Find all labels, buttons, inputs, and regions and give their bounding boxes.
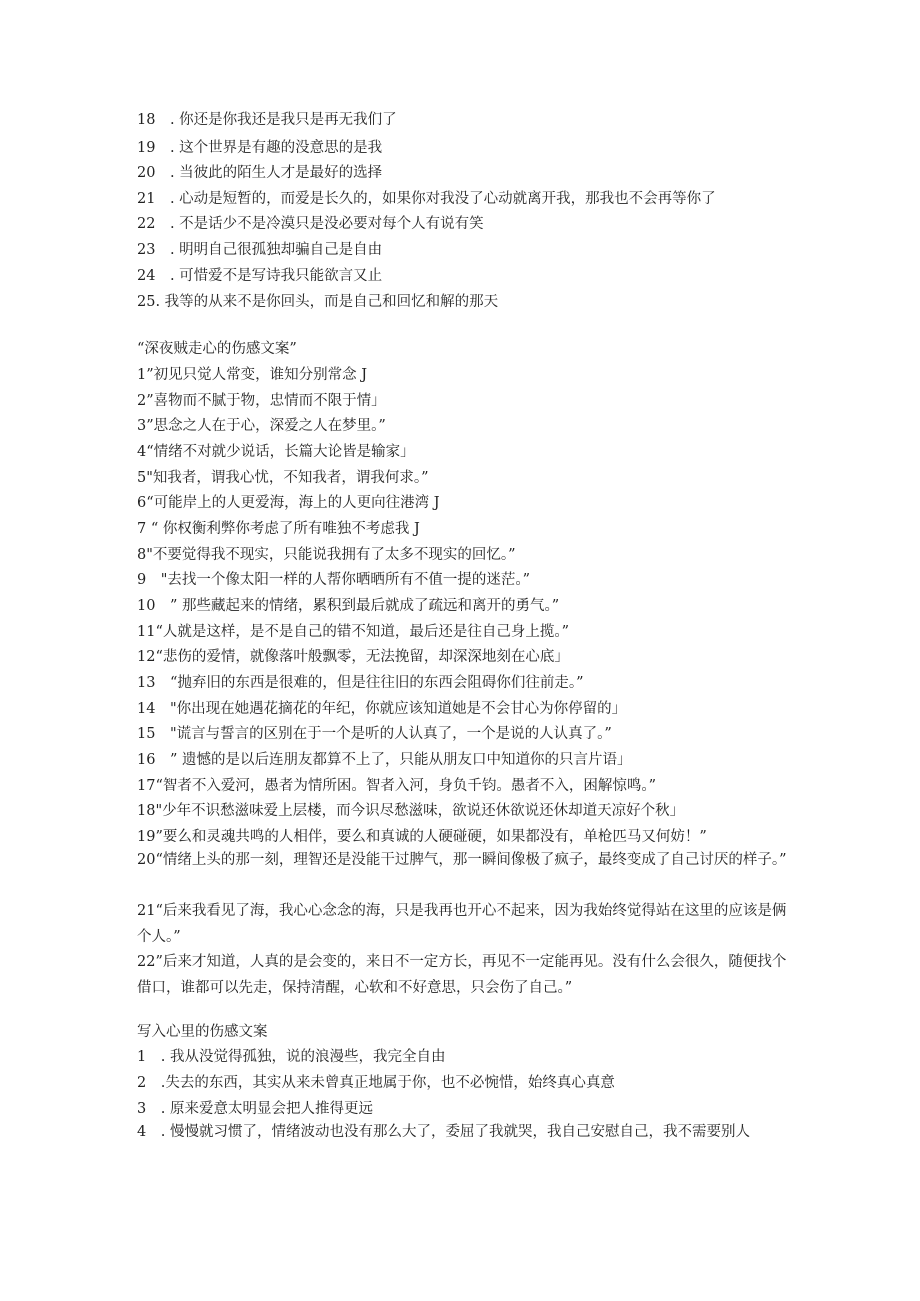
list-item: 8"不要觉得我不现实，只能说我拥有了太多不现实的回忆。” xyxy=(137,547,516,563)
list-item: 10 ” 那些藏起来的情绪，累积到最后就成了疏远和离开的勇气。” xyxy=(137,598,560,614)
list-item: 3 . 原来爱意太明显会把人推得更远 xyxy=(137,1101,373,1117)
list-item: 20“情绪上头的那一刻，理智还是没能干过脾气，那一瞬间像极了疯子，最终变成了自己讨厌的样子。” xyxy=(137,852,787,868)
list-item: 14 "你出现在她遇花摘花的年纪，你就应该知道她是不会甘心为你停留的」 xyxy=(137,701,627,717)
list-item: 2”喜物而不腻于物，忠情而不限于情」 xyxy=(137,393,386,409)
list-item: 19 . 这个世界是有趣的没意思的是我 xyxy=(137,140,383,156)
list-item: 24 . 可惜爱不是写诗我只能欲言又止 xyxy=(137,268,383,284)
list-item: 20 . 当彼此的陌生人才是最好的选择 xyxy=(137,165,383,181)
list-item: 21 . 心动是短暂的，而爱是长久的，如果你对我没了心动就离开我，那我也不会再等你了 xyxy=(137,191,716,207)
list-item: 4“情绪不对就少说话，长篇大论皆是输家」 xyxy=(137,444,415,460)
list-item: 25. 我等的从来不是你回头，而是自己和回忆和解的那天 xyxy=(137,294,499,310)
list-item: 9 "去找一个像太阳一样的人帮你晒晒所有不值一提的迷茫。” xyxy=(137,572,531,588)
list-item: 5"知我者，谓我心忧，不知我者，谓我何求。” xyxy=(137,470,429,486)
list-item: 22”后来才知道，人真的是会变的，来日不一定方长，再见不一定能再见。没有什么会很久，随便找个借口，谁都可以先走，保持清醒，心软和不好意思，只会伤了自己。” xyxy=(137,954,787,996)
list-item: 1”初见只觉人常变，谁知分别常念 J xyxy=(137,367,368,383)
list-item: 22 . 不是话少不是冷漠只是没必要对每个人有说有笑 xyxy=(137,216,484,232)
list-item: 3”思念之人在于心，深爱之人在梦里。” xyxy=(137,418,386,434)
list-item: 15 "谎言与誓言的区别在于一个是听的人认真了，一个是说的人认真了。” xyxy=(137,726,612,742)
list-item: 7 “ 你权衡利弊你考虑了所有唯独不考虑我 J xyxy=(137,521,420,537)
list-item: 11“人就是这样，是不是自己的错不知道，最后还是往自己身上揽。” xyxy=(137,624,570,640)
list-item: 16 ” 遗憾的是以后连朋友都算不上了，只能从朋友口中知道你的只言片语」 xyxy=(137,752,632,768)
section-heading: 写入心里的伤感文案 xyxy=(137,1024,268,1040)
list-item: 18 . 你还是你我还是我只是再无我们了 xyxy=(137,112,397,128)
list-item: 4 . 慢慢就习惯了，情绪波动也没有那么大了，委屈了我就哭，我自己安慰自己，我不需要别人 xyxy=(137,1124,750,1140)
list-item: 23 . 明明自己很孤独却骗自己是自由 xyxy=(137,242,383,258)
list-item: 21“后来我看见了海，我心心念念的海，只是我再也开心不起来，因为我始终觉得站在这里的应该是俩个人。” xyxy=(137,903,787,945)
section-heading: “深夜贼走心的伤感文案” xyxy=(137,341,297,357)
list-item: 19”要么和灵魂共鸣的人相伴，要么和真诚的人硬碰硬，如果都没有，单枪匹马又何妨！” xyxy=(137,829,707,845)
list-item: 12“悲伤的爱情，就像落叶般飘零，无法挽留，却深深地刻在心底」 xyxy=(137,649,569,665)
list-item: 6“可能岸上的人更爱海，海上的人更向往港湾 J xyxy=(137,495,440,511)
list-item: 1 . 我从没觉得孤独，说的浪漫些，我完全自由 xyxy=(137,1049,446,1065)
list-item: 13 “抛弃旧的东西是很难的，但是往往旧的东西会阻碍你们往前走。” xyxy=(137,675,584,691)
list-item: 17“智者不入爱河，愚者为情所困。智者入河，身负千钧。愚者不入，困解惊鸣。” xyxy=(137,778,657,794)
list-item: 18"少年不识愁滋味爱上层楼，而今识尽愁滋味，欲说还休欲说还休却道天凉好个秋」 xyxy=(137,803,685,819)
list-item: 2 .失去的东西，其实从来未曾真正地属于你，也不必惋惜，始终真心真意 xyxy=(137,1075,615,1091)
